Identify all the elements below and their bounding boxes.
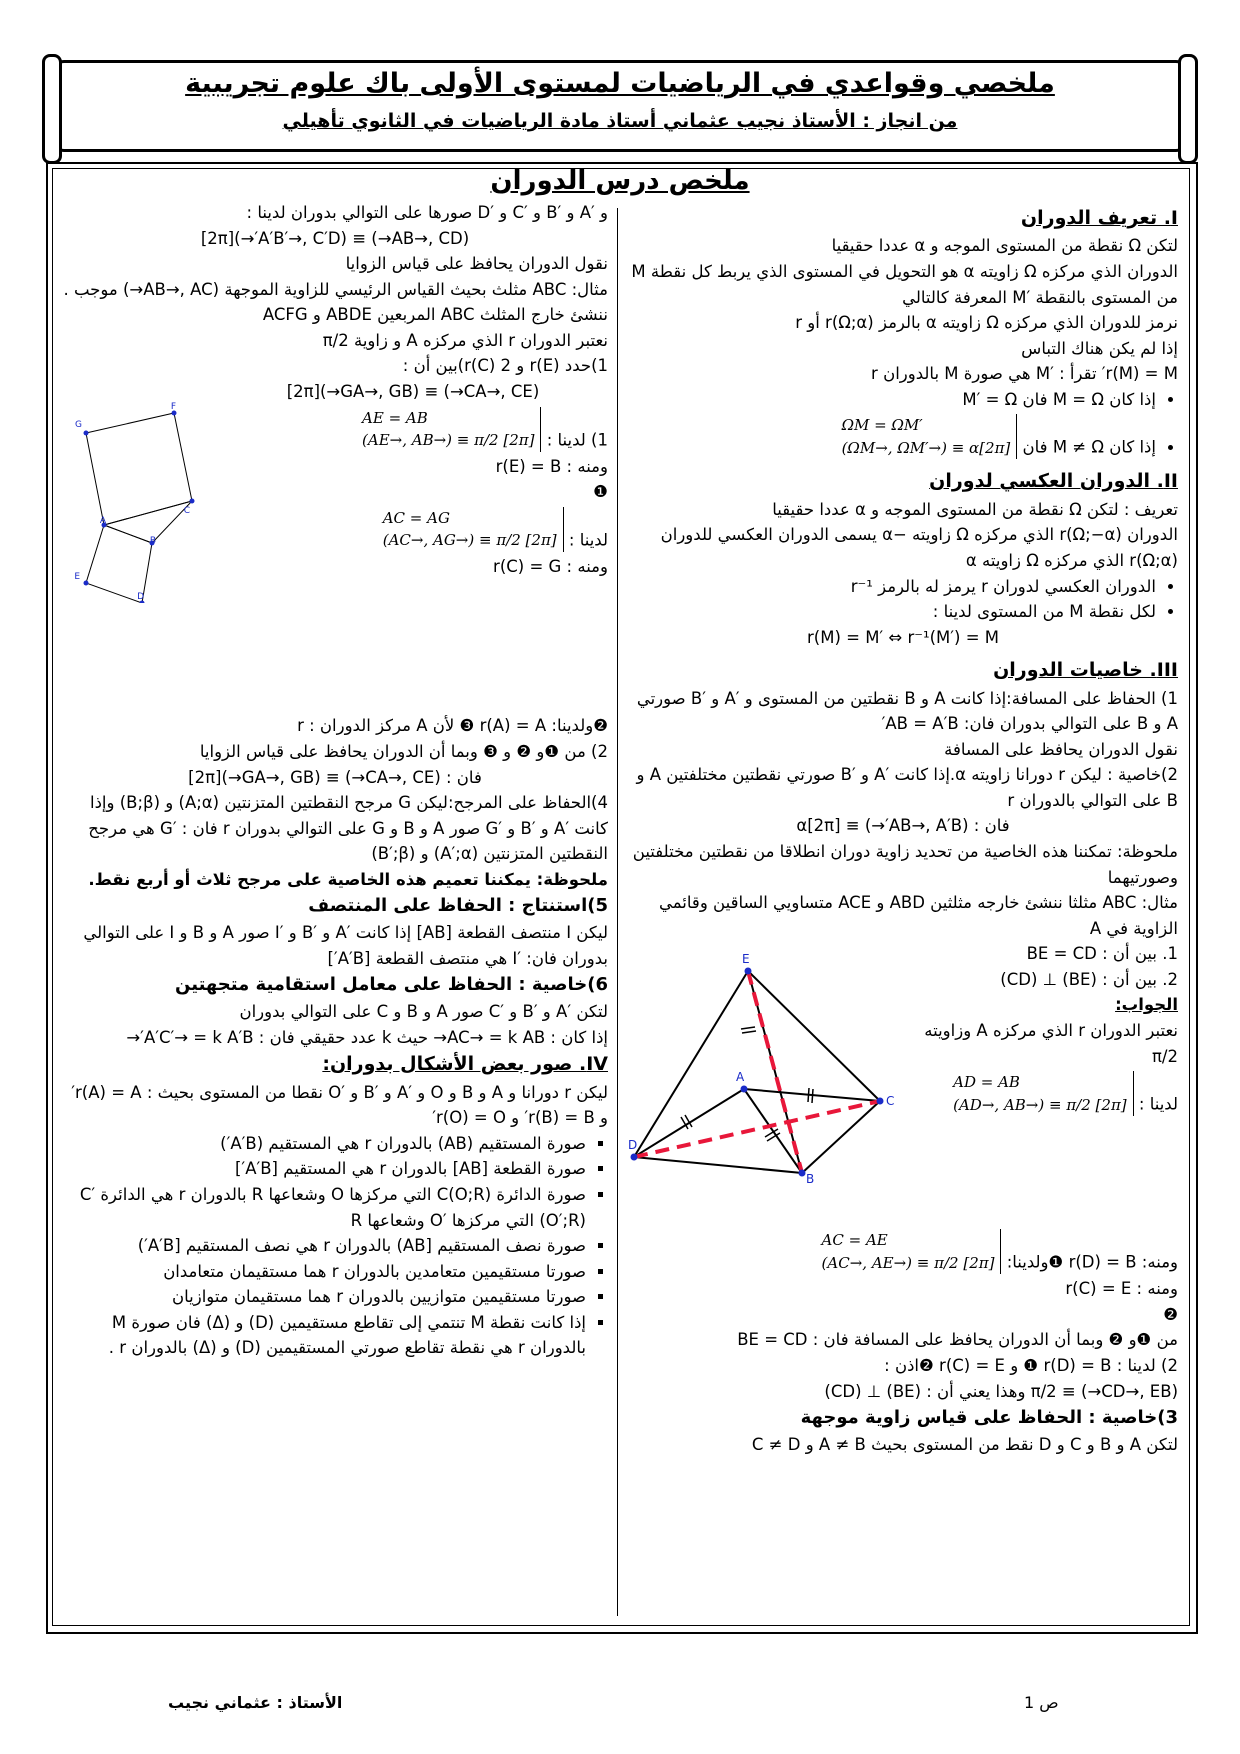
answer-text: ❷ [1163,1304,1178,1324]
equation: (AB→, CD→) ≡ (A′B′→, C′D′→)[2π] [200,228,470,248]
point-label-d: D [137,592,144,603]
answer-text: ومنه : r(C) = E [1065,1279,1178,1299]
text: إذا لم يكن هناك التباس [1021,338,1178,358]
note: ملحوظة: يمكننا تعميم هذه الخاصية على مرجح ثلاث أو أربع نقط. [88,869,608,889]
text: 2)خاصية : ليكن r دورانا زاويته α.إذا كانت ′A و ′B صورتي نقطتين مختلفتين A و B على التوالي بالدوران r [636,765,1178,810]
section-4-title: IV. صور بعض الأشكال بدوران: [322,1053,608,1076]
point-label-e: E [74,572,80,583]
equation-system: AC = AE (AC→, AE→) ≡ π/2 [2π] [822,1229,1002,1274]
point-label-e: E [742,952,750,967]
text: نرمز للدوران الذي مركزه Ω زاويته α بالرمز r(Ω;α) أو r [795,313,1178,333]
answer-text: ❷ولدينا: r(A) = A ❸ لأن A مركز الدوران : r [297,716,608,736]
text: ليكن r دورانا و A و B و O و ′A و ′B و ′O نقطا من المستوى بحيث : r(A) = A′ و r(B) = B′ و r(O) = O′ [71,1082,608,1128]
inverse-list [628,574,1178,625]
question: 2. بين أن : (BE) ⊥ (CD) [1000,969,1178,989]
squares-figure [62,383,202,603]
equation: فان : (CA→, CE→) ≡ (GA→, GB→)[2π] [188,767,482,787]
example-block [628,941,1178,1227]
list-item: ▪ صورة القطعة [AB] بالدوران r هي المستقيم [A′B′] [62,1156,586,1182]
left-column [62,200,608,1361]
text: نعتبر الدوران r الذي مركزه A و زاوية π/2 [322,330,608,350]
marker: ❶ [593,482,608,502]
point-label-c: C [886,1094,895,1109]
equation: r(M) = M′ ⇔ r⁻¹(M′) = M [806,627,1000,647]
answer-text: 2) لدينا : r(D) = B ❶ و r(C) = E ❷اذن : [884,1355,1178,1375]
question: 1)حدد r(E) و r(C) 2)بين أن : [402,356,608,376]
footer-author: الأستاذ : عثماني نجيب [168,1693,343,1712]
equation-system: AC = AG (AC→, AG→) ≡ π/2 [2π] [383,507,564,552]
answer-text: لدينا : AC = AG (AC→, AG→) ≡ π/2 [2π] [218,505,608,554]
point-label-a: A [736,1070,745,1085]
text: 1) الحفاظ على المسافة:إذا كانت A و B نقطتين من المستوى و ′A و ′B صورتي A و B على التوالي بدوران فان: AB = A′B′ [636,688,1178,734]
text: لتكن ′A و ′B و ′C صور A و B و C على التوالي بدوران [239,1002,608,1022]
equation-system: AD = AB (AD→, AB→) ≡ π/2 [2π] [953,1071,1134,1116]
point-label-a: A [99,516,106,527]
document-title: ملخصي وقواعدي في الرياضيات لمستوى الأولى باك علوم تجريبية [185,68,1055,99]
point-label-f: F [170,402,176,413]
text: الدوران r(Ω;−α) الذي مركزه Ω زاويته −α يسمى الدوران العكسي للدوران r(Ω;α) الذي مركزه Ω زاويته α [660,525,1178,570]
list-item: • الدوران العكسي لدوران r يرمز له بالرمز r⁻¹ [628,574,1156,600]
list-item: ▪ صورة المستقيم (AB) بالدوران r هي المستقيم (A′B′) [62,1131,586,1157]
text: إذا كان : AC→ = k AB→ حيث k عدد حقيقي فان : A′C′→ = k A′B′→ [126,1027,608,1047]
property-heading: 5)استنتاج : الحفاظ على المنتصف [308,895,608,917]
list-item: ▪ صورة نصف المستقيم [AB) بالدوران r هي نصف المستقيم [A′B′) [62,1233,586,1259]
point-label-d: D [628,1138,638,1153]
text: الدوران الذي مركزه Ω زاويته α هو التحويل في المستوى الذي يربط كل نقطة M من المستوى بالنقطة ′M المعرفة كالتالي [631,262,1178,307]
section-3-title: III. خاصيات الدوران [993,659,1178,682]
property: 4)الحفاظ على المرجح:ليكن G مرجح النقطتين المتزنتين (A;α) و (B;β) وإذا كانت ′A و ′B و ′G صور A و B و G على التوالي بدوران r فان : ′G هي مرجح النقطتين المتزنتين (A′;α) و (B′;β) [88,793,608,864]
text: و ′A و ′B و ′C و ′D صورها على التوالي بدوران لدينا : [246,203,608,222]
list-item: ▪ صورتا مستقيمين متوازيين بالدوران r هما مستقيمان متوازيان [62,1284,586,1310]
answer-text: ومنه : r(C) = G [493,556,608,576]
lesson-title: ملخص درس الدوران [490,166,750,196]
squares-example-text [218,353,608,579]
list-item: ▪ إذا كانت نقطة M تنتمي إلى تقاطع مستقيمين (D) و (Δ) فان صورة M بالدوران r هي نقطة تقاطع صورتي المستقيمين (D) و (Δ) بالدوران r . [62,1310,586,1361]
example: مثال: ABC مثلثا ننشئ خارجه مثلثين ABD و ACE متساويي الساقين وقائمي الزاوية في A [659,893,1178,938]
column-divider [617,208,618,1616]
text: ننشئ خارج المثلث ABC المربعين ABDE و ACFG [262,305,608,325]
answer-heading: الجواب: [1115,995,1178,1015]
answer-text: 1) لدينا : AE = AB (AE→, AB→) ≡ π/2 [2π] [218,405,608,454]
answer-text: ومنه : r(E) = B [495,456,608,476]
text: تعريف : لتكن Ω نقطة من المستوى الموجه و α عددا حقيقيا [772,499,1178,519]
list-item: • لكل نقطة M من المستوى لدينا : [628,599,1156,625]
example-questions [908,941,1178,1118]
header-banner [50,60,1190,152]
document-subtitle: من انجاز : الأستاذ نجيب عثماني أستاذ مادة الرياضيات في الثانوي تأهيلي [282,110,958,132]
equation-system: ΩM = ΩM′ (ΩM→, ΩM′→) ≡ α[2π] [842,414,1018,459]
equation-system: AE = AB (AE→, AB→) ≡ π/2 [2π] [362,407,541,452]
equation: فان : (AB→, A′B′→) ≡ α[2π] [796,816,1010,836]
text: نقول الدوران يحافظ على قياس الزوايا [345,254,608,274]
question: 1. بين أن : BE = CD [1026,944,1178,964]
list-item: • إذا كان M = Ω فان M′ = Ω [628,387,1156,413]
answer-text: (CD→, EB→) ≡ π/2 وهذا يعني أن : (BE) ⊥ (CD) [824,1381,1178,1401]
point-label-b: B [149,536,156,547]
page-number: ص 1 [1024,1693,1059,1712]
answer-text: لدينا : AD = AB (AD→, AB→) ≡ π/2 [2π] [908,1069,1178,1118]
squares-example-block [62,353,608,713]
point-label-g: G [75,420,82,431]
text: لتكن Ω نقطة من المستوى الموجه و α عددا حقيقيا [831,236,1178,256]
list-item: • إذا كان M ≠ Ω فان ΩM = ΩM′ (ΩM→, ΩM′→) ≡ α[2π] [628,412,1156,461]
point-label-b: B [806,1172,815,1187]
property-heading: 3)خاصية : الحفاظ على قياس زاوية موجهة [800,1407,1178,1429]
answer-text: نعتبر الدوران r الذي مركزه A وزاويته π/2 [924,1020,1178,1066]
point-label-c: C [183,506,190,517]
equation: (CA→, CE→) ≡ (GA→, GB→)[2π] [286,381,540,401]
list-item: ▪ صورتا مستقيمين متعامدين بالدوران r هما مستقيمان متعامدان [62,1259,586,1285]
answer-text: 2) من ❶و ❷ و ❸ وبما أن الدوران يحافظ على قياس الزوايا [199,741,608,761]
text: نقول الدوران يحافظ على المسافة [944,739,1178,759]
example: مثال: ABC مثلث بحيث القياس الرئيسي للزاوية الموجهة (AB→, AC→) موجب . [63,279,608,299]
note: ملحوظة: تمكننا هذه الخاصية من تحديد زاوية دوران انطلاقا من نقطتين مختلفتين وصورتيهما [632,842,1178,887]
answer-text: ومنه: r(D) = B ❶ولدينا: AC = AE (AC→, AE→) ≡ π/2 [2π] [628,1227,1178,1276]
list-item: ▪ صورة الدائرة C(O;R) التي مركزها O وشعاعها R بالدوران r هي الدائرة C′(O′;R) التي مركزها ′O وشعاعها R [62,1182,586,1233]
images-list [62,1131,608,1361]
property-heading: 6)خاصية : الحفاظ على معامل استقامية متجهتين [175,974,608,996]
cases-list [628,387,1178,462]
right-column [628,200,1178,1458]
text: لتكن A و B و C و D نقط من المستوى بحيث A ≠ B و C ≠ D [751,1434,1178,1454]
section-2-title: II. الدوران العكسي لدوران [929,470,1178,493]
equation: r(M) = M′ تقرأ : ′M هي صورة M بالدوران r [871,364,1178,384]
answer-text: من ❶و ❷ وبما أن الدوران يحافظ على المسافة فان : BE = CD [737,1330,1178,1350]
section-1-title: I. تعريف الدوران [1020,207,1178,229]
text: ليكن I منتصف القطعة [AB] إذا كانت ′A و ′B و ′I صور A و B و I على التوالي بدوران فان: ′I هي منتصف القطعة [A′B′] [83,923,608,968]
triangle-figure [628,941,908,1227]
